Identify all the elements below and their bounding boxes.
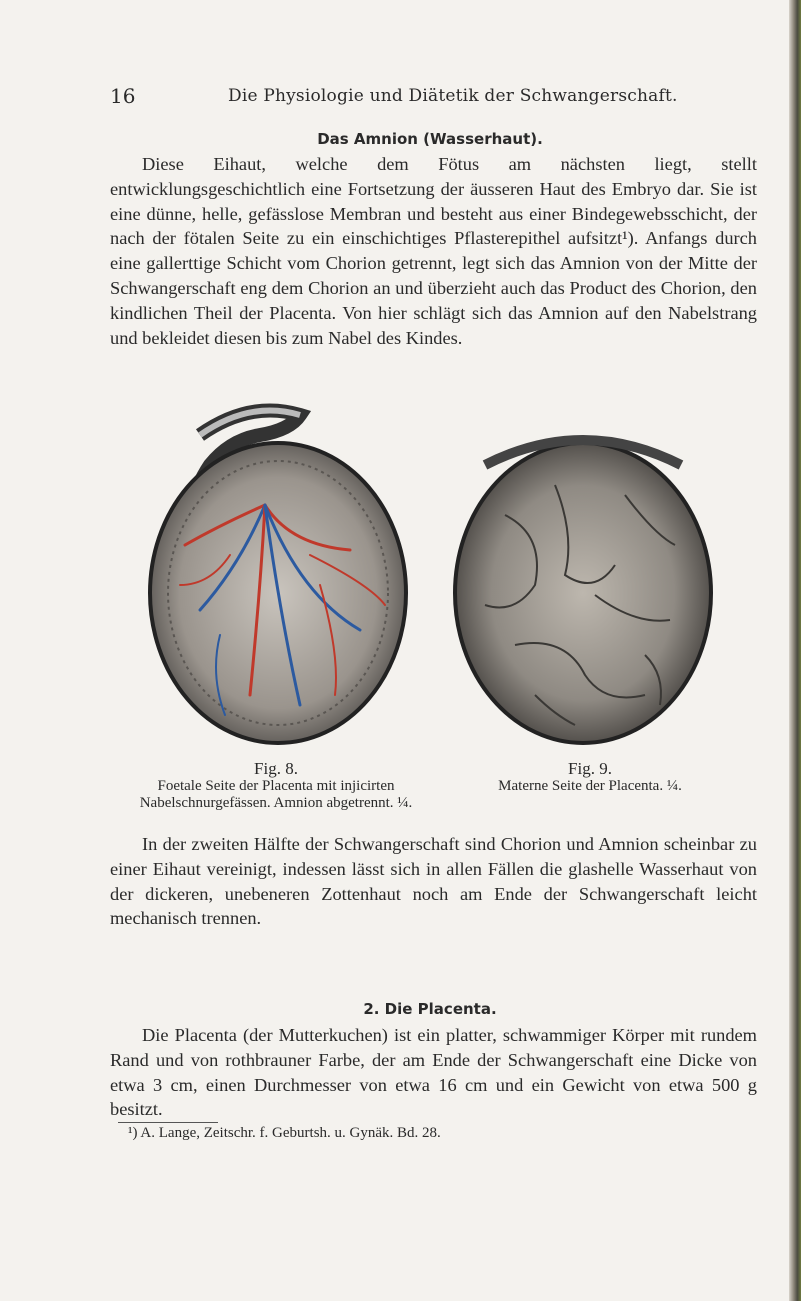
section-heading-amnion: Das Amnion (Wasserhaut). [317,130,543,148]
paragraph-amnion: Diese Eihaut, welche dem Fötus am nächsten liegt, stellt entwicklungsgeschichtlich eine Fortsetzung der äusseren Haut des Embryo dar. Sie ist eine dünne, helle, gefässlose Membran und besteht aus einer Bindegewebsschicht, der nach der fötalen Seite zu ein einschichtiges Pflasterepithel aufsitzt¹). Anfangs durch eine gallerttige Schicht vom Chorion getrennt, legt sich das Amnion von der Mitte der Schwangerschaft eng dem Chorion an und überzieht auch das Product des Chorion, den kindlichen Theil der Placenta. Von hier schlägt sich das Amnion auf den Nabelstrang und bekleidet diesen bis zum Nabel des Kindes. [110,154,757,348]
figure-8-label: Fig. 8. [254,759,298,778]
figure-9-maternal-placenta [445,395,720,755]
paragraph-placenta: Die Placenta (der Mutterkuchen) ist ein platter, schwammiger Körper mit rundem Rand und von rothbrauner Farbe, der am Ende der Schwangerschaft eine Dicke von etwa 3 cm, einen Durchmesser von etwa 16 cm und ein Gewicht von etwa 500 g besitzt. [110,1025,757,1120]
page-edge [789,0,801,1301]
page-header [110,84,750,114]
running-title: Die Physiologie und Diätetik der Schwangerschaft. [228,86,678,106]
paragraph-amnion-chorion: In der zweiten Hälfte der Schwangerschaft sind Chorion und Amnion scheinbar zu einer Eihaut vereinigt, indessen lässt sich in allen Fällen die glashelle Wasserhaut von der dickeren, unebeneren Zottenhaut noch am Ende der Schwangerschaft leicht mechanisch trennen. [110,834,757,929]
footnote-divider [118,1122,218,1123]
section-heading-placenta: 2. Die Placenta. [363,1000,497,1018]
caption-figure-9 [440,760,740,795]
caption-figure-8 [126,760,426,812]
page-number: 16 [110,84,136,108]
figure-9-caption-text: Materne Seite der Placenta. ¼. [498,778,682,794]
figure-9-label: Fig. 9. [568,759,612,778]
figure-8-foetal-placenta [140,395,415,755]
figure-8-caption-text: Foetale Seite der Placenta mit injicirten Nabelschnurgefässen. Amnion abgetrennt. ¼. [139,778,413,811]
footnote: ¹) A. Lange, Zeitschr. f. Geburtsh. u. Gynäk. Bd. 28. [128,1125,441,1141]
